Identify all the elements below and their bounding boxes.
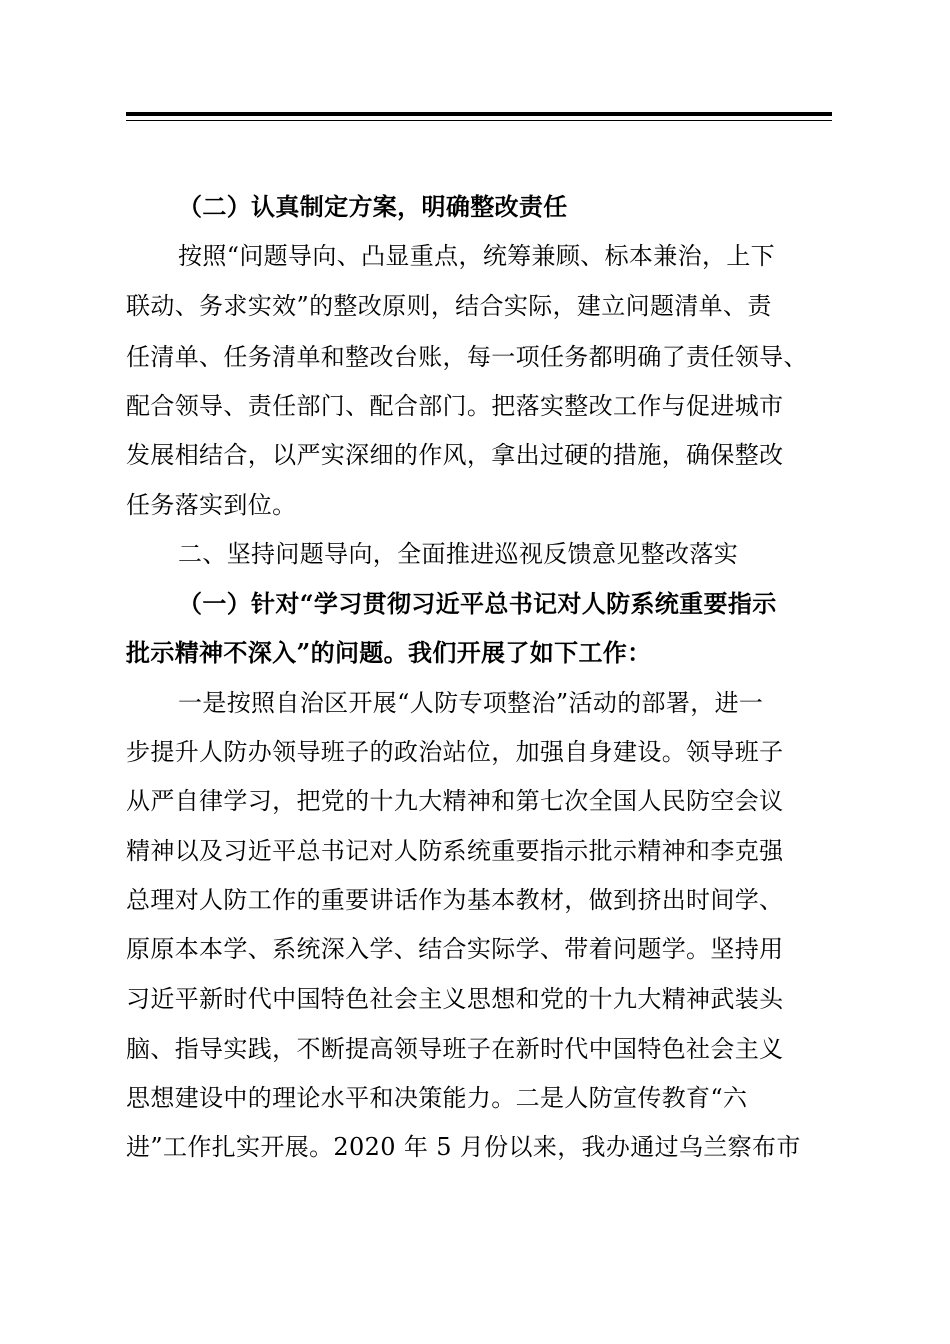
paragraph-line: 脑、指导实践，不断提高领导班子在新时代中国特色社会主义 (126, 1035, 784, 1063)
paragraph-line: 任清单、任务清单和整改台账，每一项任务都明确了责任领导、 (126, 343, 808, 371)
paragraph-line: 思想建设中的理论水平和决策能力。二是人防宣传教育“六 (126, 1084, 748, 1112)
paragraph-line: 精神以及习近平总书记对人防系统重要指示批示精神和李克强 (126, 837, 784, 865)
section-heading-1-cont: 批示精神不深入”的问题。我们开展了如下工作： (126, 638, 652, 667)
section-heading-2: （二）认真制定方案，明确整改责任 (178, 192, 568, 221)
header-rule-thick (126, 112, 832, 116)
paragraph-line: 总理对人防工作的重要讲话作为基本教材，做到挤出时间学、 (126, 886, 784, 914)
paragraph-line: 联动、务求实效”的整改原则，结合实际，建立问题清单、责 (126, 292, 772, 320)
paragraph-line: 一是按照自治区开展“人防专项整治”活动的部署，进一 (178, 689, 764, 717)
paragraph-line: 从严自律学习，把党的十九大精神和第七次全国人民防空会议 (126, 787, 784, 815)
paragraph-line: 原原本本学、系统深入学、结合实际学、带着问题学。坚持用 (126, 935, 784, 963)
paragraph-line: 进”工作扎实开展。2020 年 5 月份以来，我办通过乌兰察布市 (126, 1133, 801, 1161)
header-rule-thin (126, 120, 832, 121)
paragraph-line: 按照“问题导向、凸显重点，统筹兼顾、标本兼治，上下 (178, 242, 776, 270)
paragraph-line: 习近平新时代中国特色社会主义思想和党的十九大精神武装头 (126, 985, 784, 1013)
paragraph-line: 发展相结合，以严实深细的作风，拿出过硬的措施，确保整改 (126, 441, 784, 469)
paragraph-line: 步提升人防办领导班子的政治站位，加强自身建设。领导班子 (126, 738, 784, 766)
paragraph-line: 配合领导、责任部门、配合部门。把落实整改工作与促进城市 (126, 392, 784, 420)
chapter-heading: 二、坚持问题导向，全面推进巡视反馈意见整改落实 (178, 540, 739, 568)
paragraph-line: 任务落实到位。 (126, 491, 297, 519)
section-heading-1: （一）针对“学习贯彻习近平总书记对人防系统重要指示 (178, 589, 777, 618)
